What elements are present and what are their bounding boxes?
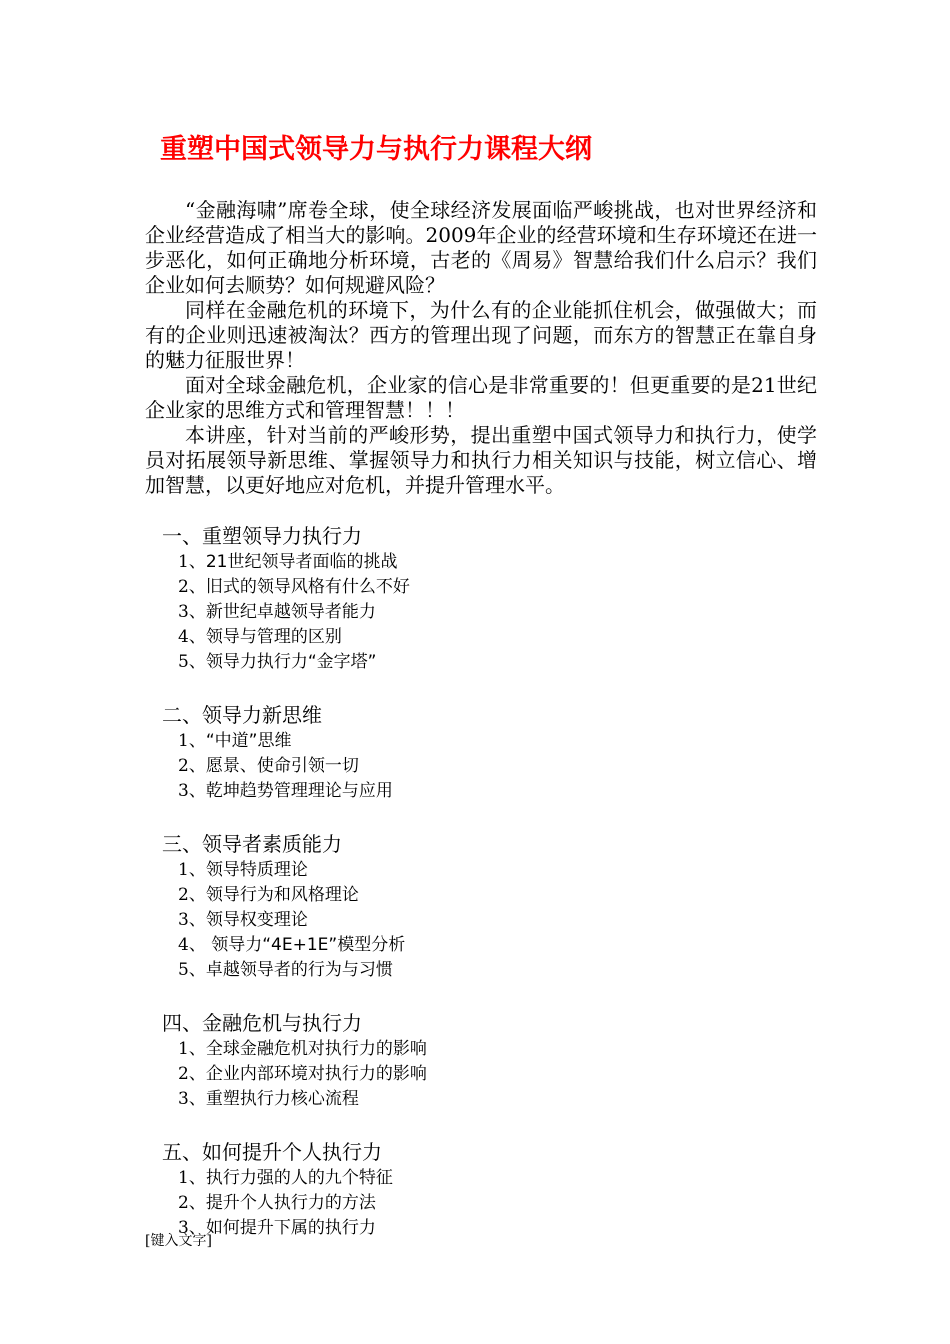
- item-text: 领导力“4E+1E”模型分析: [205, 935, 406, 955]
- list-item: [162, 883, 802, 908]
- list-item: [162, 729, 802, 754]
- item-text: 愿景、使命引领一切: [205, 756, 359, 776]
- item-text: 领导行为和风格理论: [205, 885, 359, 905]
- item-text: 卓越领导者的行为与习惯: [205, 960, 393, 980]
- item-number: 2、: [178, 577, 206, 597]
- list-item: [162, 600, 802, 625]
- item-number: 3、: [178, 1089, 206, 1109]
- list-item: [162, 933, 802, 958]
- item-text: 乾坤趋势管理理论与应用: [205, 781, 393, 801]
- item-number: 1、: [178, 1039, 206, 1059]
- item-text: 领导与管理的区别: [205, 627, 342, 647]
- section-title: 五、如何提升个人执行力: [162, 1140, 382, 1164]
- item-text: 新世纪卓越领导者能力: [205, 602, 376, 622]
- list-item: [162, 575, 802, 600]
- item-number: 3、: [178, 602, 206, 622]
- item-number: 4、: [178, 935, 206, 955]
- intro-paragraph-1: “金融海啸”席卷全球，使全球经济发展面临严峻挑战，也对世界经济和企业经营造成了相当大的影响。2009年企业的经营环境和生存环境还在进一步恶化，如何正确地分析环境，古老的《周易》智慧给我们什么启示？我们企业如何去顺势？如何规避风险？: [145, 198, 817, 297]
- list-item: [162, 779, 802, 804]
- item-number: 3、: [178, 781, 206, 801]
- list-item: [162, 650, 802, 675]
- list-item: [162, 1166, 802, 1191]
- item-number: 1、: [178, 552, 206, 572]
- item-number: 1、: [178, 1168, 206, 1188]
- item-text: 21世纪领导者面临的挑战: [205, 552, 398, 572]
- list-item: [162, 958, 802, 983]
- item-number: 2、: [178, 1193, 206, 1213]
- list-item: [162, 1087, 802, 1112]
- item-text: 企业内部环境对执行力的影响: [205, 1064, 427, 1084]
- item-number: 4、: [178, 627, 206, 647]
- item-text: 领导权变理论: [205, 910, 308, 930]
- section-title: 四、金融危机与执行力: [162, 1011, 362, 1035]
- list-item: [162, 550, 802, 575]
- list-item: [162, 1062, 802, 1087]
- section-title: 二、领导力新思维: [162, 703, 322, 727]
- item-number: 2、: [178, 1064, 206, 1084]
- section-title: 一、重塑领导力执行力: [162, 524, 362, 548]
- item-number: 2、: [178, 885, 206, 905]
- item-text: 提升个人执行力的方法: [205, 1193, 376, 1213]
- item-text: 重塑执行力核心流程: [205, 1089, 359, 1109]
- list-item: [162, 1216, 802, 1241]
- item-text: “中道”思维: [205, 731, 292, 751]
- footer-placeholder[interactable]: [键入文字]: [145, 1233, 212, 1249]
- item-text: 领导特质理论: [205, 860, 308, 880]
- list-item: [162, 1037, 802, 1062]
- item-text: 全球金融危机对执行力的影响: [205, 1039, 427, 1059]
- course-outline: [162, 522, 802, 1267]
- section-title: 三、领导者素质能力: [162, 832, 342, 856]
- item-number: 3、: [178, 910, 206, 930]
- outline-section-2: [162, 701, 802, 804]
- list-item: [162, 858, 802, 883]
- item-text: 如何提升下属的执行力: [205, 1218, 376, 1238]
- item-number: 5、: [178, 652, 206, 672]
- item-number: 3、: [178, 1218, 206, 1238]
- list-item: [162, 1191, 802, 1216]
- outline-section-1: [162, 522, 802, 675]
- list-item: [162, 908, 802, 933]
- intro-paragraph-3: 面对全球金融危机，企业家的信心是非常重要的！但更重要的是21世纪企业家的思维方式和管理智慧！！！: [145, 373, 817, 422]
- document-title: 重塑中国式领导力与执行力课程大纲: [160, 134, 592, 165]
- item-number: 1、: [178, 860, 206, 880]
- list-item: [162, 625, 802, 650]
- item-text: 执行力强的人的九个特征: [205, 1168, 393, 1188]
- intro-paragraph-4: 本讲座，针对当前的严峻形势，提出重塑中国式领导力和执行力，使学员对拓展领导新思维、掌握领导力和执行力相关知识与技能，树立信心、增加智慧，以更好地应对危机，并提升管理水平。: [145, 423, 817, 497]
- item-number: 2、: [178, 756, 206, 776]
- item-text: 领导力执行力“金字塔”: [205, 652, 377, 672]
- outline-section-5: [162, 1138, 802, 1241]
- item-number: 1、: [178, 731, 206, 751]
- outline-section-4: [162, 1009, 802, 1112]
- intro-text: [145, 198, 817, 498]
- item-number: 5、: [178, 960, 206, 980]
- outline-section-3: [162, 830, 802, 983]
- intro-paragraph-2: 同样在金融危机的环境下，为什么有的企业能抓住机会，做强做大；而有的企业则迅速被淘汰？西方的管理出现了问题，而东方的智慧正在靠自身的魅力征服世界！: [145, 298, 817, 372]
- item-text: 旧式的领导风格有什么不好: [205, 577, 410, 597]
- list-item: [162, 754, 802, 779]
